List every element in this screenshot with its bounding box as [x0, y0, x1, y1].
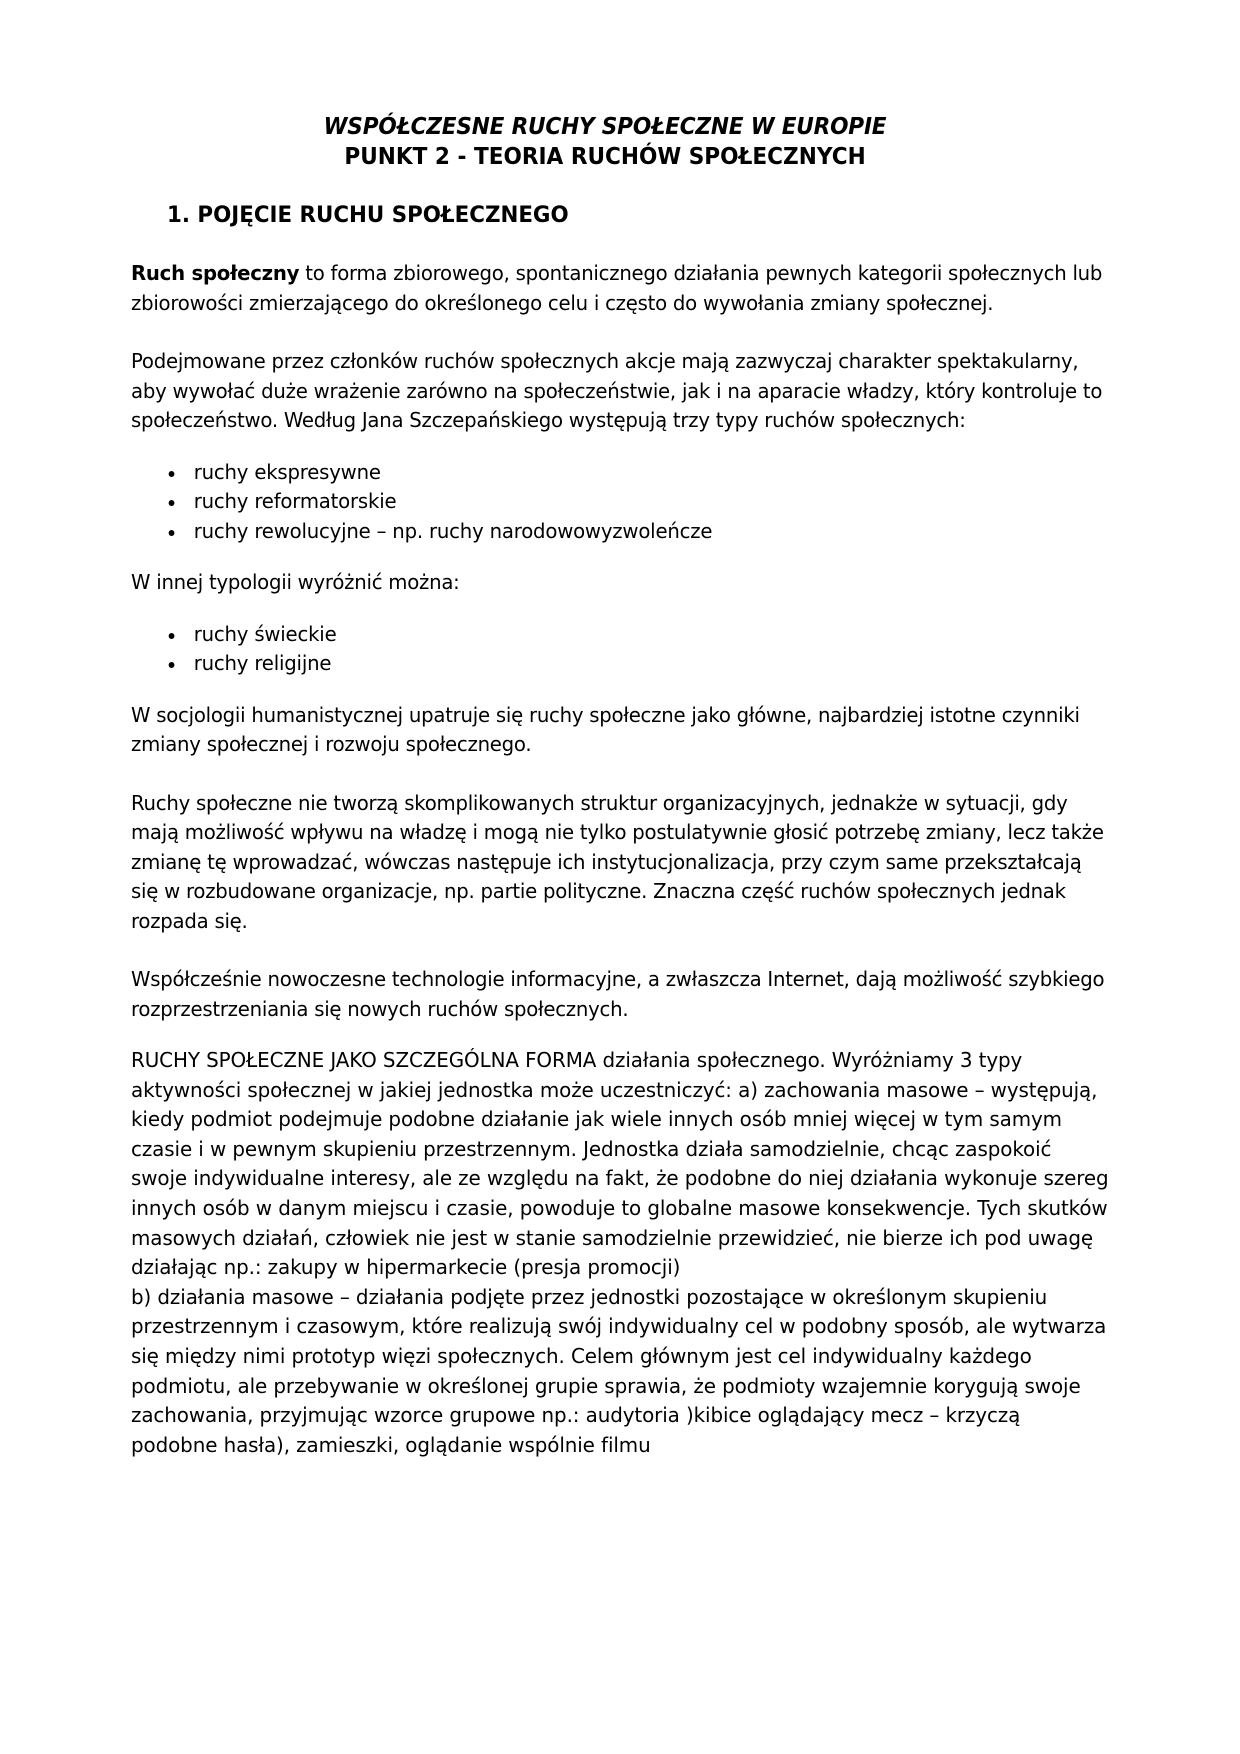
- list-item: ruchy religijne: [131, 649, 1077, 679]
- list-item: ruchy reformatorskie: [131, 487, 1077, 517]
- spacer: [131, 546, 1111, 568]
- paragraph-internet: Współcześnie nowoczesne technologie informacyjne, a zwłaszcza Internet, dają możliwość szybkiego rozprzestrzeniania się nowych ruchów społecznych.: [131, 967, 1105, 1021]
- spacer: [131, 760, 1111, 789]
- document-title-line-2: PUNKT 2 - TEORIA RUCHÓW SPOŁECZNYCH: [344, 144, 866, 170]
- definition-term: Ruch społeczny: [131, 261, 300, 285]
- spacer: [131, 598, 1111, 620]
- spacer: [131, 1024, 1111, 1046]
- paragraph-mass-behaviour: RUCHY SPOŁECZNE JAKO SZCZEGÓLNA FORMA działania społecznego. Wyróżniamy 3 typy aktywności społecznej w jakiej jednostka może uczestniczyć: a) zachowania masowe – występują, kiedy podmiot podejmuje podobne działanie jak wiele innych osób mniej więcej w tym samym czasie i w pewnym skupieniu przestrzennym. Jednostka działa samodzielnie, chcąc zaspokoić swoje indywidualne interesy, ale ze względu na fakt, że podobne do niej działania wykonuje szereg innych osób w danym miejscu i czasie, powoduje to globalne masowe konsekwencje. Tych skutków masowych działań, człowiek nie jest w stanie samodzielnie przewidzieć, nie bierze ich pod uwagę działając np.: zakupy w hipermarkecie (presja promocji): [131, 1048, 1109, 1280]
- list-item: ruchy ekspresywne: [131, 458, 1077, 488]
- paragraph-mass-actions: b) działania masowe – działania podjęte przez jednostki pozostające w określonym skupieniu przestrzennym i czasowym, które realizują swój indywidualny cel w podobny sposób, ale wytwarza się między nimi prototyp więzi społecznych. Celem głównym jest cel indywidualny każdego podmiotu, ale przebywanie w określonej grupie sprawia, że podmioty wzajemnie korygują swoje zachowania, przyjmując wzorce grupowe np.: audytoria )kibice oglądający mecz – krzyczą podobne hasła), zamieszki, oglądanie wspólnie filmu: [131, 1284, 1107, 1457]
- definition-text: to forma zbiorowego, spontanicznego działania pewnych kategorii społecznych lub zbiorowości zmierzającego do określonego celu i często do wywołania zmiany społecznej.: [131, 261, 1103, 315]
- spacer: [131, 936, 1111, 965]
- paragraph-definition: [131, 259, 1111, 318]
- paragraph-actions: Podejmowane przez członków ruchów społecznych akcje mają zazwyczaj charakter spektakularny, aby wywołać duże wrażenie zarówno na społeczeństwie, jak i na aparacie władzy, który kontroluje to społeczeństwo. Według Jana Szczepańskiego występują trzy typy ruchów społecznych:: [131, 349, 1103, 432]
- paragraph-other-typology: W innej typologii wyróżnić można:: [131, 570, 460, 594]
- list-item: ruchy rewolucyjne – np. ruchy narodowowyzwoleńcze: [131, 517, 1077, 547]
- list-item: ruchy świeckie: [131, 620, 1077, 650]
- spacer: [131, 436, 1111, 458]
- list-secular-religious: [131, 620, 1111, 679]
- paragraph-structures: Ruchy społeczne nie tworzą skomplikowanych struktur organizacyjnych, jednakże w sytuacji, gdy mają możliwość wpływu na władzę i mogą nie tylko postulatywnie głosić potrzebę zmiany, lecz także zmianę tę wprowadzać, wówczas następuje ich instytucjonalizacja, przy czym same przekształcają się w rozbudowane organizacje, np. partie polityczne. Znaczna część ruchów społecznych jednak rozpada się.: [131, 790, 1104, 933]
- document-title-line-1: WSPÓŁCZESNE RUCHY SPOŁECZNE W EUROPIE: [323, 114, 887, 140]
- spacer: [131, 318, 1111, 347]
- document-body: [131, 112, 1111, 1460]
- list-movement-types: [131, 458, 1111, 547]
- paragraph-humanist-sociology: W socjologii humanistycznej upatruje się ruchy społeczne jako główne, najbardziej istotne czynniki zmiany społecznej i rozwoju społecznego.: [131, 702, 1080, 756]
- section-heading-1: 1. POJĘCIE RUCHU SPOŁECZNEGO: [167, 202, 569, 228]
- spacer: [131, 679, 1111, 701]
- spacer: [131, 230, 1111, 259]
